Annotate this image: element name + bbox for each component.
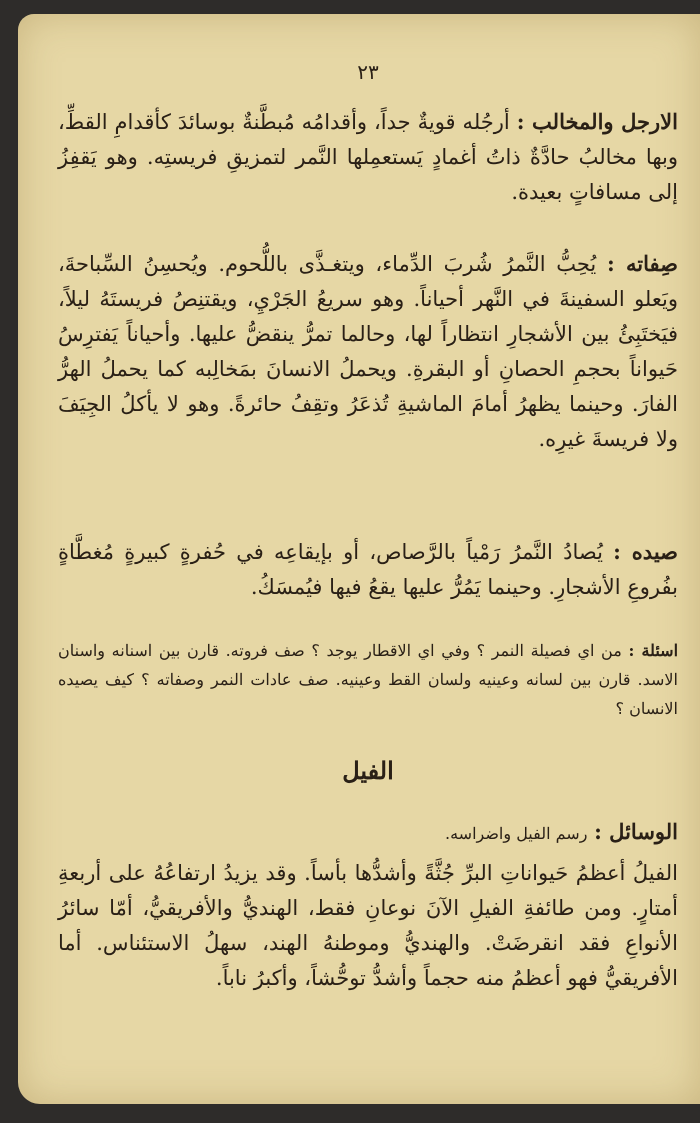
tiger-hunting-paragraph	[58, 534, 678, 605]
questions-paragraph	[58, 636, 678, 723]
elephant-title: الفيل	[342, 756, 394, 785]
traits-lead: صِفاته :	[606, 251, 678, 276]
questions-text: من اي فصيلة النمر ؟ وفي اي الاقطار يوجد ؟ صف فروته. قارن بين اسنانه واسنان الاسد. قارن بين لسانه وعينيه ولسان القط وعينيه. صف عادات النمر وصفاته ؟ كيف يصيده الانسان ؟	[58, 641, 678, 718]
hunting-text: يُصادُ النَّمرُ رَمْياً بالرَّصاص، أو بإيقاعِه في حُفرةٍ كبيرةٍ مُغطَّاةٍ بفُروعِ الأشجارِ. وحينما يَمُرُّ عليها يقعُ فيها فيُمسَكُ.	[58, 540, 678, 599]
traits-text: يُحِبُّ النَّمرُ شُربَ الدِّماء، ويتغـذَّى باللُّحوم. ويُحسِنُ السِّباحةَ، ويَعلو السفينةَ في النَّهر أحياناً. وهو سريعُ الجَرْيِ، ويقتنِصُ فريستَهُ ليلاً، فيَختَبِئُ بين الأشجارِ انتظاراً لها، وحالما تمرُّ ينقضُّ عليها. وأحياناً يَفترِسُ حَيواناً بحجمِ الحصانِ أو البقرةِ. ويحملُ الانسانَ بمَخالِبه كما يحملُ الهرُّ الفارَ. وحينما يظهرُ أمامَ الماشيةِ تُذعَرُ وتقِفُ حائرةً. وهو لا يأكلُ الجِيَفَ ولا فريسةَ غيرِه.	[58, 252, 678, 451]
limbs-text: أرجُله قويةٌ جداً، وأقدامُه مُبطَّنةٌ بوسائدَ كأقدامِ القطِّ، وبها مخالبُ حادَّةٌ ذاتُ أغمادٍ يَستعمِلها النَّمر لتمزيقِ فريستِه. وهو يَقفِزُ إلى مسافاتٍ بعيدة.	[58, 110, 678, 204]
questions-lead: اسئلة :	[628, 641, 679, 660]
book-page	[18, 14, 700, 1104]
tiger-traits-paragraph	[58, 246, 678, 457]
aids-lead: الوسائل :	[594, 819, 678, 844]
elephant-aids-paragraph	[58, 814, 678, 850]
limbs-lead: الارجل والمخالب :	[516, 109, 678, 134]
tiger-limbs-paragraph	[58, 104, 678, 210]
aids-text: رسم الفيل واضراسه.	[445, 824, 588, 843]
page-number: ٢٣	[357, 60, 379, 84]
hunting-lead: صيده :	[613, 539, 678, 564]
page-content	[58, 14, 678, 1104]
elephant-paragraph: الفيلُ أعظمُ حَيواناتِ البرِّ جُثَّةً وأشدُّها بأساً. وقد يزيدُ ارتفاعُهُ على أربعةِ أمتارٍ. ومن طائفةِ الفيلِ الآنَ نوعانِ فقط، الهنديُّ والأفريقيُّ، أمّا سائرُ الأنواعِ فقد انقرضَتْ. والهنديُّ وموطنهُ الهند، سهلُ الاستئناس. أما الأفريقيُّ فهو أعظمُ منه حجماً وأشدُّ توحُّشاً، وأكبرُ ناباً.	[58, 861, 678, 990]
